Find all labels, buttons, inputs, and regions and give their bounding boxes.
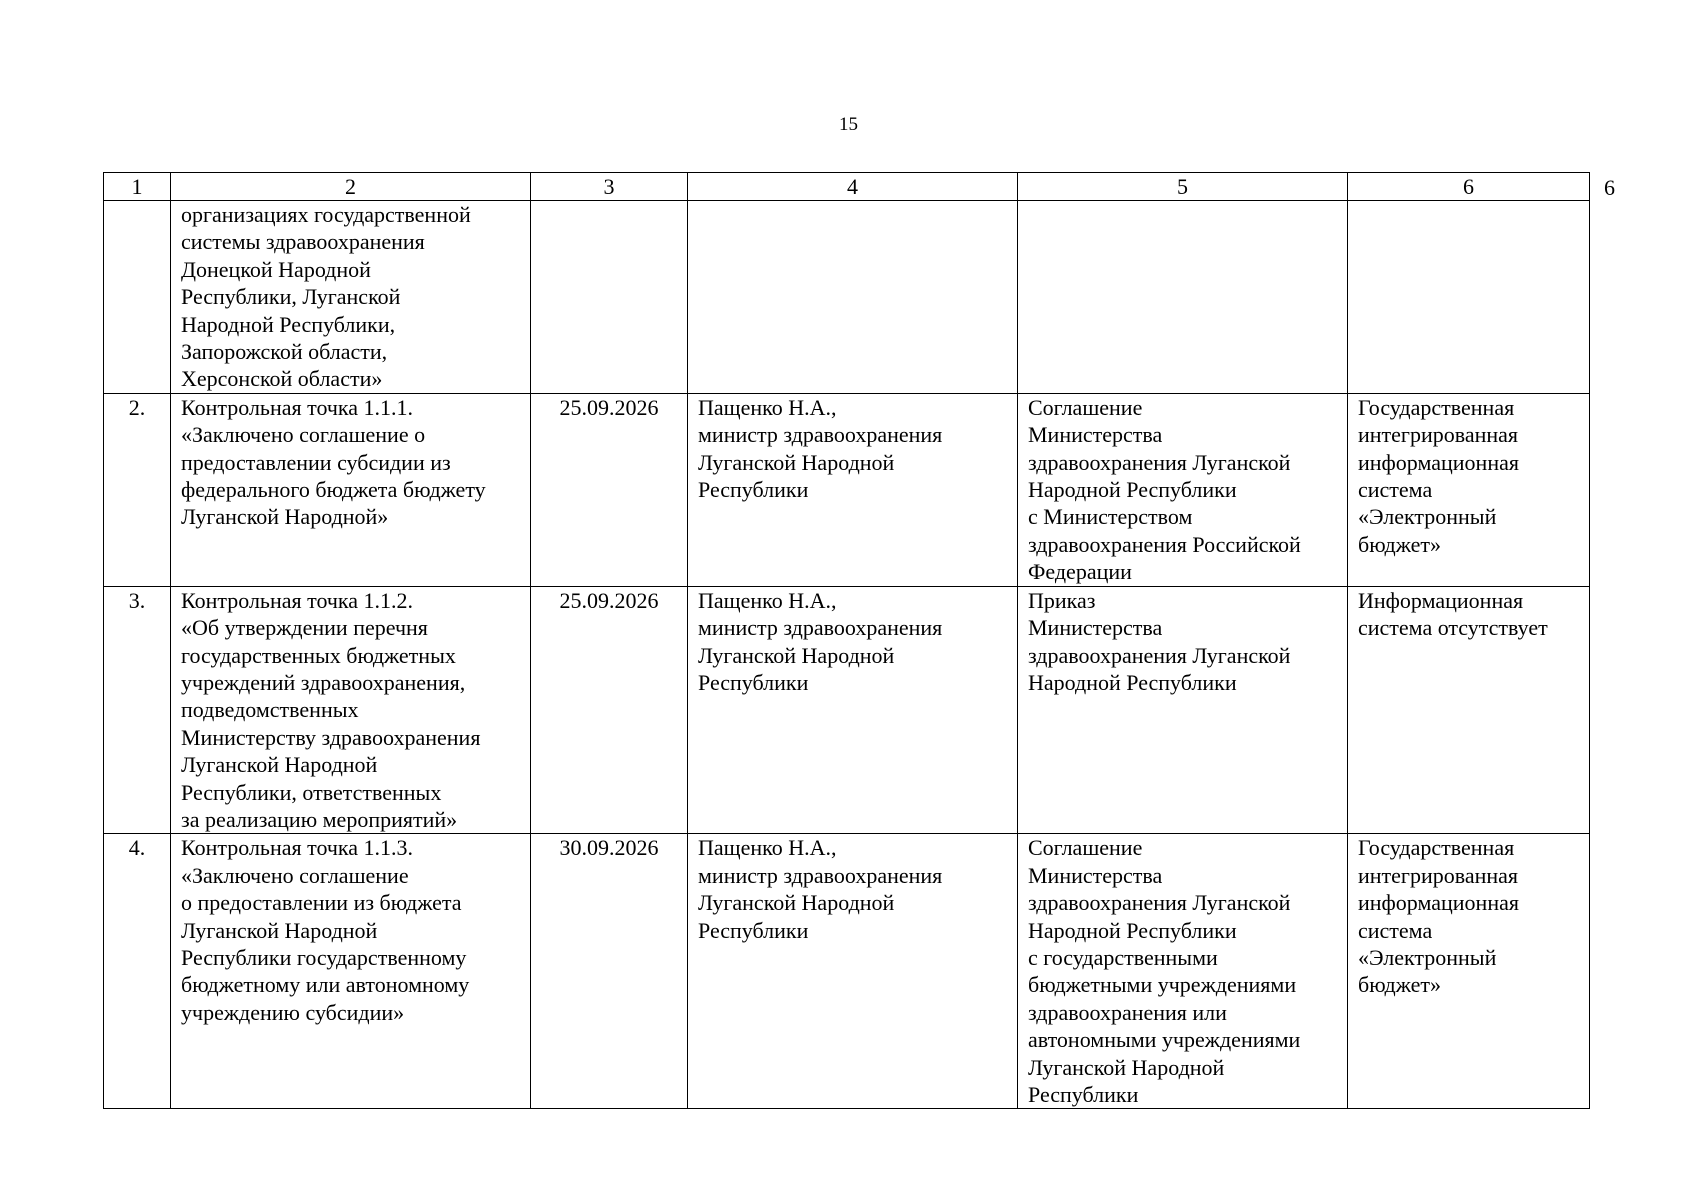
- responsible-cell: Пащенко Н.А., министр здравоохранения Луганской Народной Республики: [688, 393, 1018, 586]
- table-row: [104, 201, 1590, 394]
- name-cell: Контрольная точка 1.1.2. «Об утверждении перечня государственных бюджетных учреждений здравоохранения, подведомственных Министерству здравоохранения Луганской Народной Республики, ответственных за реализацию мероприятий»: [171, 586, 531, 834]
- side-mark: 6: [1604, 175, 1615, 200]
- name-cell: организациях государственной системы здравоохранения Донецкой Народной Республики, Луганской Народной Республики, Запорожской области, Херсонской области»: [171, 201, 531, 394]
- column-header: 2: [171, 173, 531, 201]
- system-cell: Государственная интегрированная информационная система «Электронный бюджет»: [1348, 834, 1590, 1109]
- name-cell: Контрольная точка 1.1.3. «Заключено соглашение о предоставлении из бюджета Луганской Народной Республики государственному бюджетному или автономному учреждению субсидии»: [171, 834, 531, 1109]
- system-cell: Государственная интегрированная информационная система «Электронный бюджет»: [1348, 393, 1590, 586]
- column-header: 1: [104, 173, 171, 201]
- table-row: [104, 586, 1590, 834]
- date-cell: 30.09.2026: [531, 834, 688, 1109]
- row-number-cell: 3.: [104, 586, 171, 834]
- date-cell: [531, 201, 688, 394]
- table-header-row: [104, 173, 1590, 201]
- row-number-cell: [104, 201, 171, 394]
- responsible-cell: [688, 201, 1018, 394]
- document-cell: Соглашение Министерства здравоохранения Луганской Народной Республики с государственными бюджетными учреждениями здравоохранения или автономными учреждениями Луганской Народной Республики: [1018, 834, 1348, 1109]
- document-cell: Соглашение Министерства здравоохранения Луганской Народной Республики с Министерством здравоохранения Российской Федерации: [1018, 393, 1348, 586]
- column-header: 4: [688, 173, 1018, 201]
- table-row: [104, 393, 1590, 586]
- column-header: 5: [1018, 173, 1348, 201]
- document-cell: [1018, 201, 1348, 394]
- document-cell: Приказ Министерства здравоохранения Луганской Народной Республики: [1018, 586, 1348, 834]
- system-cell: [1348, 201, 1590, 394]
- date-cell: 25.09.2026: [531, 393, 688, 586]
- column-header: 3: [531, 173, 688, 201]
- control-points-table: [103, 172, 1590, 1109]
- page-number: 15: [839, 114, 858, 135]
- responsible-cell: Пащенко Н.А., министр здравоохранения Луганской Народной Республики: [688, 834, 1018, 1109]
- table-row: [104, 834, 1590, 1109]
- date-cell: 25.09.2026: [531, 586, 688, 834]
- responsible-cell: Пащенко Н.А., министр здравоохранения Луганской Народной Республики: [688, 586, 1018, 834]
- column-header: 6: [1348, 173, 1590, 201]
- row-number-cell: 2.: [104, 393, 171, 586]
- system-cell: Информационная система отсутствует: [1348, 586, 1590, 834]
- name-cell: Контрольная точка 1.1.1. «Заключено соглашение о предоставлении субсидии из федерального бюджета бюджету Луганской Народной»: [171, 393, 531, 586]
- row-number-cell: 4.: [104, 834, 171, 1109]
